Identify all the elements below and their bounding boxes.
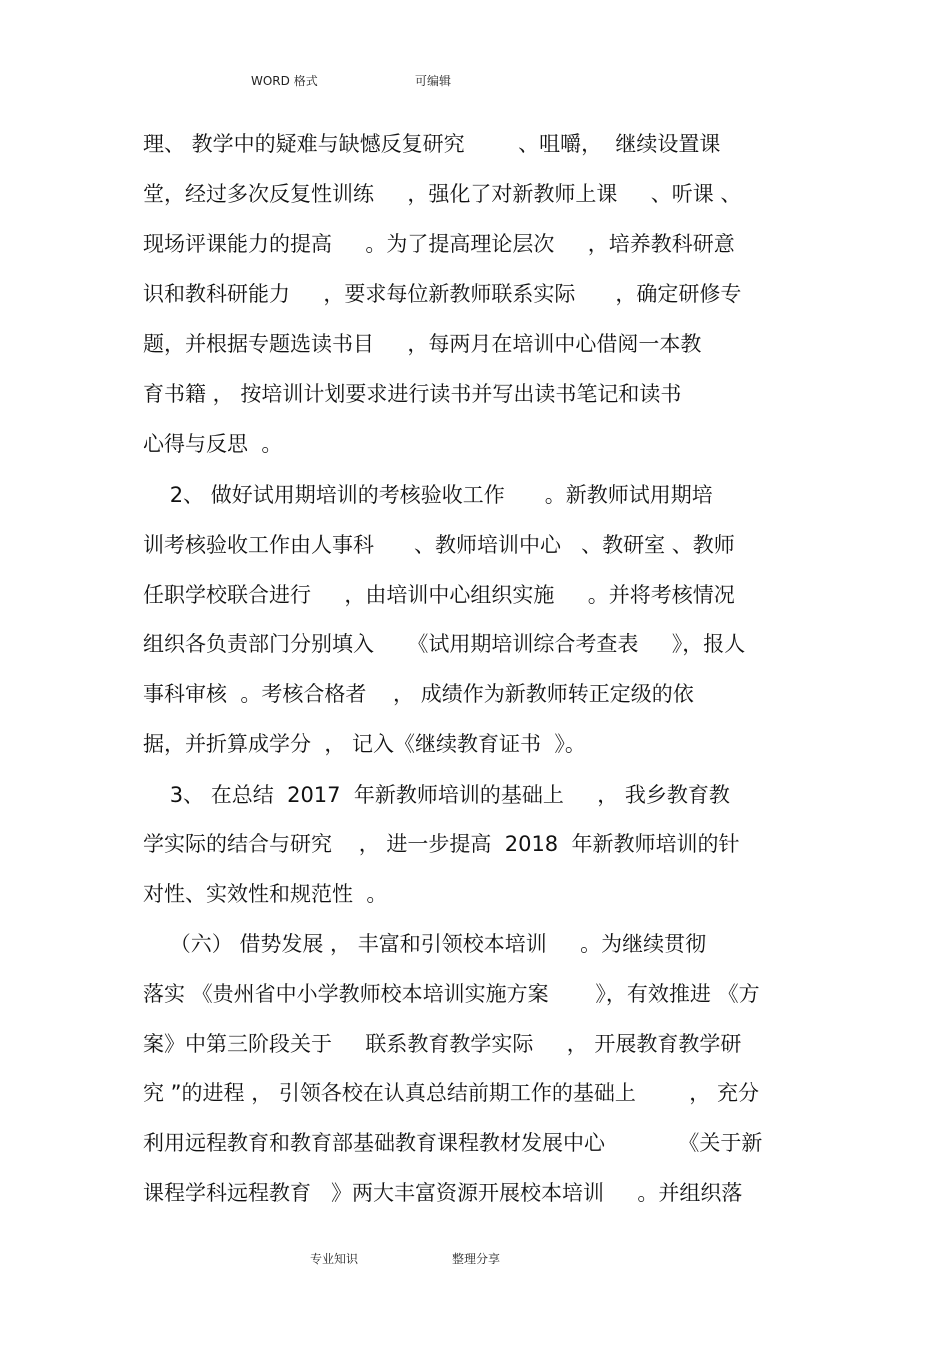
- header-label-editable: 可编辑: [415, 74, 452, 88]
- footer-label-knowledge: 专业知识: [310, 1252, 359, 1266]
- text-line: 据，并折算成学分 ， 记入《继续教育证书 》。: [143, 732, 586, 756]
- header-label-format: WORD 格式: [251, 74, 318, 88]
- text-line: 案》中第三阶段关于 联系教育教学实际 ， 开展教育教学研: [143, 1032, 742, 1056]
- text-line: 利用远程教育和教育部基础教育课程教材发展中心 《关于新: [143, 1131, 763, 1155]
- text-line: 事科审核 。考核合格者 ， 成绩作为新教师转正定级的依: [143, 682, 694, 706]
- text-line: 训考核验收工作由人事科 、教师培训中心 、教研室 、教师: [143, 533, 735, 557]
- text-line: 学实际的结合与研究 ， 进一步提高 2018 年新教师培训的针: [143, 832, 740, 856]
- text-line: 任职学校联合进行 ，由培训中心组织实施 。并将考核情况: [143, 583, 735, 607]
- text-line: （六） 借势发展 ， 丰富和引领校本培训 。为继续贯彻: [143, 932, 707, 956]
- text-line: 落实 《贵州省中小学教师校本培训实施方案 》，有效推进 《方: [143, 982, 760, 1006]
- text-line: 3、 在总结 2017 年新教师培训的基础上 ， 我乡教育教: [143, 783, 730, 807]
- text-line: 究 ”的进程 ， 引领各校在认真总结前期工作的基础上 ， 充分: [143, 1081, 759, 1105]
- text-line: 现场评课能力的提高 。为了提高理论层次 ，培养教科研意: [143, 232, 735, 256]
- footer-label-share: 整理分享: [452, 1252, 501, 1266]
- text-line: 识和教科研能力 ，要求每位新教师联系实际 ，确定研修专: [143, 282, 742, 306]
- text-line: 题，并根据专题选读书目 ，每两月在培训中心借阅一本教: [143, 332, 702, 356]
- text-line: 课程学科远程教育 》两大丰富资源开展校本培训 。并组织落: [143, 1181, 743, 1205]
- text-line: 组织各负责部门分别填入 《试用期培训综合考查表 》，报人: [143, 632, 746, 656]
- text-line: 心得与反思 。: [143, 432, 283, 456]
- text-line: 2、 做好试用期培训的考核验收工作 。新教师试用期培: [143, 483, 713, 507]
- text-line: 育书籍 ， 按培训计划要求进行读书并写出读书笔记和读书: [143, 382, 682, 406]
- text-line: 理、 教学中的疑难与缺憾反复研究 、咀嚼， 继续设置课: [143, 132, 721, 156]
- text-line: 对性、实效性和规范性 。: [143, 882, 388, 906]
- text-line: 堂，经过多次反复性训练 ，强化了对新教师上课 、听课 、: [143, 182, 742, 206]
